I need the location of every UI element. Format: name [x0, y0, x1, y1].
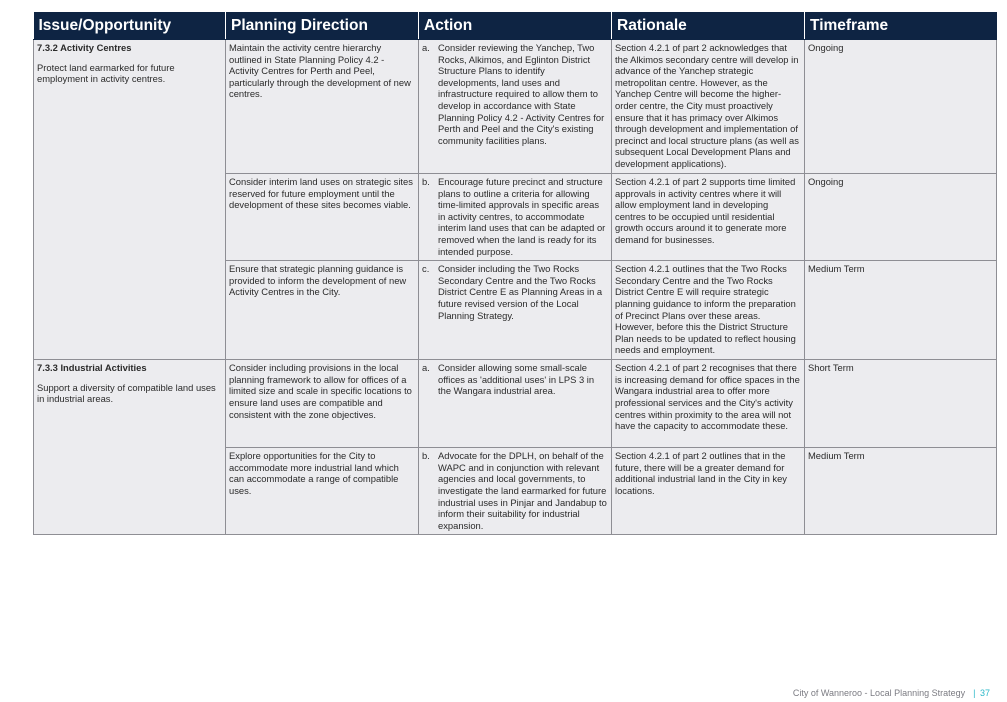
timeframe-cell: Ongoing [805, 40, 997, 174]
action-text: Consider allowing some small-scale offices as 'additional uses' in LPS 3 in the Wangara industrial area. [438, 362, 595, 397]
rationale-cell: Section 4.2.1 of part 2 outlines that in the future, there will be a greater demand for additional industrial land in the City in key locations. [612, 448, 805, 535]
action-text: Consider reviewing the Yanchep, Two Rocks, Alkimos, and Eglinton District Structure Plans to identify developments, land uses and infrastructure required to allow them to develop in accordance with State Planning Policy 4.2 - Activity Centres for Perth and Peel and the City's existing community facilities plans. [438, 42, 605, 146]
footer-separator: | [973, 688, 976, 698]
timeframe-cell: Medium Term [805, 261, 997, 360]
direction-cell: Maintain the activity centre hierarchy outlined in State Planning Policy 4.2 - Activity Centres for Perth and Peel, particularly through the development of new centres. [226, 40, 419, 174]
action-letter: a. [422, 362, 430, 374]
table-header-row [34, 12, 997, 40]
table-row [34, 360, 997, 448]
action-cell [419, 261, 612, 360]
action-text: Encourage future precinct and structure plans to outline a criteria for allowing time-limited approvals in specific areas in activity centres, to accommodate interim land uses that can be adapted or removed when the land is ready for its intended purpose. [438, 176, 606, 257]
issue-cell [34, 40, 226, 360]
page-number: 37 [979, 688, 990, 698]
timeframe-cell: Medium Term [805, 448, 997, 535]
rationale-cell: Section 4.2.1 of part 2 recognises that there is increasing demand for office spaces in the Wangara industrial area to offer more professional services and the City's activity centres within proximity to the area will not have the capacity to accommodate these. [612, 360, 805, 448]
action-text: Advocate for the DPLH, on behalf of the WAPC and in conjunction with relevant agencies and local governments, to investigate the land earmarked for future industrial uses in Pinjar and Jandabup to inform their suitability for industrial expansion. [438, 450, 607, 531]
planning-table [33, 12, 997, 535]
issue-title: 7.3.2 Activity Centres [37, 42, 132, 53]
action-cell [419, 174, 612, 261]
direction-cell: Consider interim land uses on strategic sites reserved for future employment until the development of these sites becomes viable. [226, 174, 419, 261]
action-letter: b. [422, 450, 430, 462]
issue-text: Support a diversity of compatible land uses in industrial areas. [37, 381, 216, 405]
issue-text: Protect land earmarked for future employment in activity centres. [37, 61, 175, 85]
rationale-cell: Section 4.2.1 outlines that the Two Rocks Secondary Centre and the Two Rocks District Centre E will require strategic planning guidance to inform the preparation of Precinct Plans over these areas. However, before this the District Structure Plan needs to be updated to reflect housing needs and employment. [612, 261, 805, 360]
page-footer [793, 688, 990, 698]
action-letter: a. [422, 42, 430, 53]
action-cell [419, 40, 612, 174]
header-issue: Issue/Opportunity [34, 12, 226, 40]
action-text: Consider including the Two Rocks Secondary Centre and the Two Rocks District Centre E as Planning Areas in a future revised version of the Local Planning Strategy. [438, 263, 603, 321]
footer-title: City of Wanneroo - Local Planning Strategy [792, 688, 966, 698]
action-cell [419, 448, 612, 535]
header-direction: Planning Direction [226, 12, 419, 40]
issue-title: 7.3.3 Industrial Activities [37, 362, 147, 374]
header-rationale: Rationale [612, 12, 805, 40]
table-row [34, 40, 997, 174]
direction-cell: Consider including provisions in the local planning framework to allow for offices of a limited size and scale in specific locations to ensure land uses are compatible and consistent with the zone objectives. [226, 360, 419, 448]
header-action: Action [419, 12, 612, 40]
issue-cell [34, 360, 226, 535]
direction-cell: Ensure that strategic planning guidance is provided to inform the development of new Activity Centres in the City. [226, 261, 419, 360]
timeframe-cell: Short Term [805, 360, 997, 448]
action-letter: b. [422, 176, 430, 187]
direction-cell: Explore opportunities for the City to accommodate more industrial land which can accommodate a range of compatible uses. [226, 448, 419, 535]
header-timeframe: Timeframe [805, 12, 997, 40]
rationale-cell: Section 4.2.1 of part 2 supports time limited approvals in activity centres where it will allow employment land in developing centres to be occupied until residential growth occurs around it to generate more demand for businesses. [612, 174, 805, 261]
timeframe-cell: Ongoing [805, 174, 997, 261]
action-cell [419, 360, 612, 448]
action-letter: c. [422, 263, 430, 275]
rationale-cell: Section 4.2.1 of part 2 acknowledges that the Alkimos secondary centre will develop in advance of the Yanchep strategic metropolitan centre. However, as the Yanchep Centre will become the higher-order centre, the City must proactively ensure that it has primacy over Alkimos through development and implementation of precinct and local structure plans (as well as subsequent Local Development Plans and development applications). [612, 40, 805, 174]
